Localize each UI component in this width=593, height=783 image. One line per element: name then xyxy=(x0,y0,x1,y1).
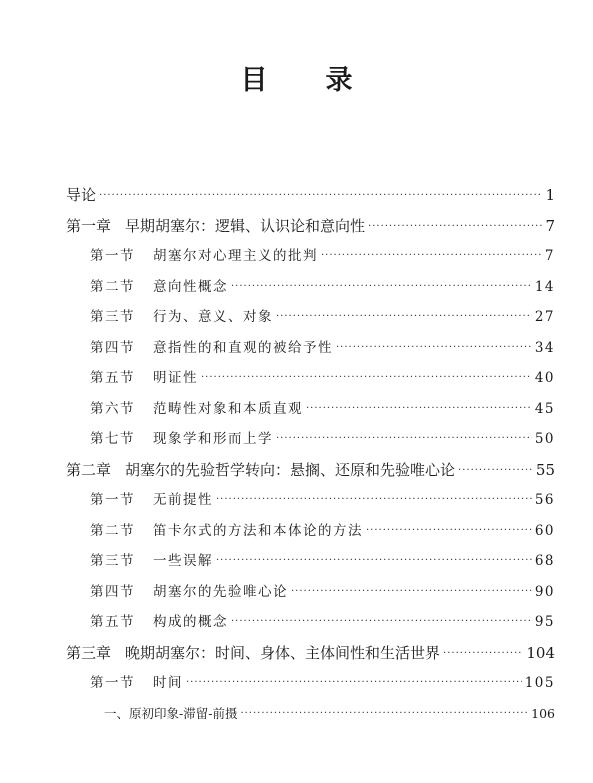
toc-entry-title: 意向性概念 xyxy=(153,278,228,295)
toc-entry-number: 第四节 xyxy=(90,583,135,600)
toc-entry-title: 意指性的和直观的被给予性 xyxy=(153,339,333,356)
toc-entry-number: 第六节 xyxy=(90,400,135,417)
toc-page-number: 14 xyxy=(534,278,555,295)
toc-entry-label xyxy=(90,398,303,420)
toc-entry-label xyxy=(90,276,228,298)
toc-entry-label xyxy=(90,367,198,389)
toc-entry-label xyxy=(90,672,183,694)
toc-entry-title: 一些误解 xyxy=(153,553,213,569)
toc-entry-number: 第二章 xyxy=(66,460,112,479)
toc-section-entry[interactable] xyxy=(90,672,555,694)
toc-section-entry[interactable] xyxy=(90,245,555,267)
toc-chapter-entry[interactable] xyxy=(66,642,555,664)
title-char-2: 录 xyxy=(325,65,353,96)
toc-entry-label xyxy=(66,184,96,206)
toc-section-entry[interactable] xyxy=(90,428,555,450)
toc-page-number: 105 xyxy=(524,675,555,691)
toc-entry-number: 第五节 xyxy=(90,614,135,630)
toc-entry-title: 导论 xyxy=(66,186,97,204)
toc-dot-leader xyxy=(231,276,532,298)
toc-page-number: 1 xyxy=(545,186,555,204)
toc-entry-title: 早期胡塞尔：逻辑、认识论和意向性 xyxy=(125,216,366,235)
toc-entry-title: 现象学和形而上学 xyxy=(153,431,273,447)
toc-dot-leader xyxy=(216,550,532,572)
toc-chapter-entry[interactable] xyxy=(66,184,555,206)
toc-section-entry[interactable] xyxy=(90,367,555,389)
toc-section-entry[interactable] xyxy=(90,489,555,511)
toc-entry-label xyxy=(90,245,318,267)
toc-chapter-entry[interactable] xyxy=(66,459,555,481)
toc-dot-leader xyxy=(231,611,532,633)
toc-page-number: 50 xyxy=(534,431,555,447)
toc-entry-label xyxy=(66,642,440,664)
toc-section-entry[interactable] xyxy=(90,550,555,572)
toc-entry-title: 一、原初印象-滞留-前摄 xyxy=(104,705,238,721)
toc-dot-leader xyxy=(368,216,542,238)
toc-entry-number: 第三节 xyxy=(90,553,135,569)
toc-section-entry[interactable] xyxy=(90,611,555,633)
toc-dot-leader xyxy=(321,245,542,267)
toc-entry-label xyxy=(90,337,333,359)
toc-dot-leader xyxy=(276,306,532,328)
toc-page-number: 95 xyxy=(534,614,555,630)
toc-entry-label xyxy=(90,428,273,450)
toc-entry-number: 第一章 xyxy=(66,216,112,235)
toc-entry-number: 第三章 xyxy=(66,643,112,662)
toc-page-number: 104 xyxy=(526,643,555,662)
toc-page-number: 56 xyxy=(534,492,555,508)
toc-dot-leader xyxy=(443,643,523,665)
toc-entry-title: 胡塞尔的先验哲学转向：悬搁、还原和先验唯心论 xyxy=(125,460,456,479)
toc-dot-leader xyxy=(276,428,532,450)
toc-entry-label xyxy=(90,489,213,511)
toc-dot-leader xyxy=(366,520,532,542)
toc-entry-label xyxy=(90,550,213,572)
toc-entry-title: 晚期胡塞尔：时间、身体、主体间性和生活世界 xyxy=(125,643,441,662)
toc-entry-label xyxy=(66,459,455,481)
toc-page-number: 40 xyxy=(534,370,555,386)
toc-entry-title: 胡塞尔对心理主义的批判 xyxy=(153,248,318,264)
toc-entry-number: 第二节 xyxy=(90,278,135,295)
toc-dot-leader xyxy=(99,185,542,207)
toc-section-entry[interactable] xyxy=(90,306,555,328)
toc-entry-label xyxy=(90,306,273,328)
toc-page-number: 68 xyxy=(534,553,555,569)
toc-dot-leader xyxy=(186,672,522,694)
toc-chapter-entry[interactable] xyxy=(66,215,555,237)
toc-entry-label xyxy=(90,611,228,633)
toc-section-entry[interactable] xyxy=(90,581,555,603)
title-char-1: 目 xyxy=(240,65,268,96)
toc-entry-title: 时间 xyxy=(153,675,183,691)
toc-entry-label xyxy=(104,703,237,725)
toc-entry-title: 行为、意义、对象 xyxy=(153,309,273,325)
toc-entry-number: 第一节 xyxy=(90,492,135,508)
toc-dot-leader xyxy=(291,581,532,603)
toc-entry-title: 构成的概念 xyxy=(153,614,228,630)
toc-entry-number: 第一节 xyxy=(90,248,135,264)
toc-section-entry[interactable] xyxy=(90,398,555,420)
toc-section-entry[interactable] xyxy=(90,276,555,298)
toc-entry-title: 范畴性对象和本质直观 xyxy=(153,400,303,417)
toc-entry-title: 无前提性 xyxy=(153,492,213,508)
toc-dot-leader xyxy=(458,460,533,482)
toc-entry-label xyxy=(66,215,365,237)
toc-entry-title: 胡塞尔的先验唯心论 xyxy=(153,583,288,600)
toc-entry-label xyxy=(90,520,363,542)
toc-entry-title: 明证性 xyxy=(153,370,198,386)
toc-page-number: 60 xyxy=(534,522,555,539)
toc-entry-number: 第一节 xyxy=(90,675,135,691)
toc-section-entry[interactable] xyxy=(90,520,555,542)
toc-page-number: 34 xyxy=(534,339,555,356)
toc-page-number: 45 xyxy=(534,400,555,417)
toc-page-number: 90 xyxy=(534,583,555,600)
toc-page-number: 7 xyxy=(545,216,555,235)
toc-dot-leader xyxy=(240,703,528,725)
toc-page-number: 7 xyxy=(544,248,555,264)
toc-dot-leader xyxy=(216,489,532,511)
toc-dot-leader xyxy=(201,367,532,389)
page-title xyxy=(0,58,593,97)
toc-subsection-entry[interactable] xyxy=(104,703,555,725)
toc-section-entry[interactable] xyxy=(90,337,555,359)
toc-entry-number: 第二节 xyxy=(90,522,135,539)
toc-page-number: 27 xyxy=(534,309,555,325)
toc-entry-number: 第七节 xyxy=(90,431,135,447)
toc-entry-label xyxy=(90,581,288,603)
toc-page-number: 55 xyxy=(535,460,555,479)
toc-page-number: 106 xyxy=(531,705,555,721)
toc-entry-number: 第三节 xyxy=(90,309,135,325)
toc-entry-title: 笛卡尔式的方法和本体论的方法 xyxy=(153,522,363,539)
toc-entry-number: 第五节 xyxy=(90,370,135,386)
toc-dot-leader xyxy=(306,398,532,420)
toc-entry-number: 第四节 xyxy=(90,339,135,356)
toc-dot-leader xyxy=(336,337,532,359)
